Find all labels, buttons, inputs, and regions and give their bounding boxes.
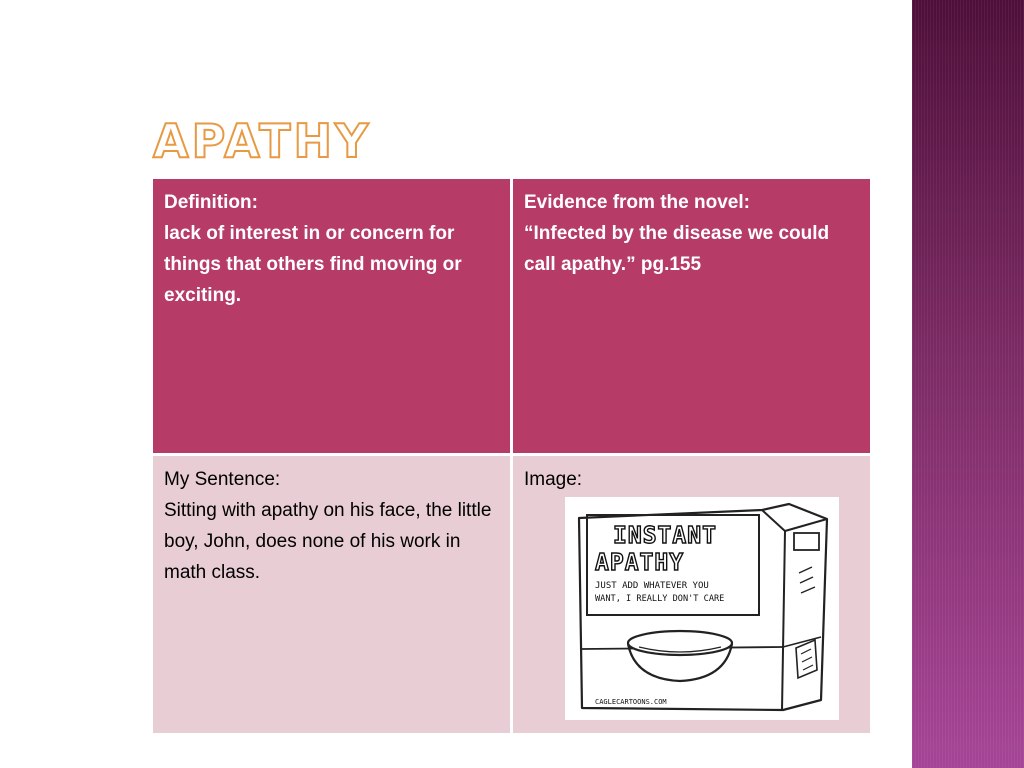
cartoon-signature: CAGLECARTOONS.COM [595,698,667,706]
evidence-cell [513,179,870,453]
cartoon-drawing [565,497,839,720]
definition-text: lack of interest in or concern for things that others find moving or exciting. [164,223,462,306]
evidence-text: “Infected by the disease we could call apathy.” pg.155 [524,223,830,275]
instant-apathy-cartoon [565,497,839,720]
slide-title: APATHY [153,114,372,168]
definition-cell [153,179,510,453]
image-cell [513,456,870,733]
cartoon-caption-line1: JUST ADD WHATEVER YOU [595,581,709,591]
vocabulary-table [153,179,870,734]
cartoon-text-apathy: APATHY [595,550,685,576]
cartoon-caption-line2: WANT, I REALLY DON'T CARE [595,594,725,604]
evidence-label: Evidence from the novel: [524,192,750,213]
sentence-cell [153,456,510,733]
sentence-label: My Sentence: [164,469,281,490]
sentence-text: Sitting with apathy on his face, the little boy, John, does none of his work in math class. [164,500,492,583]
decorative-side-bar [912,0,1024,768]
cartoon-text-instant: INSTANT [613,523,717,549]
definition-label: Definition: [164,192,258,213]
image-label: Image: [524,469,583,490]
